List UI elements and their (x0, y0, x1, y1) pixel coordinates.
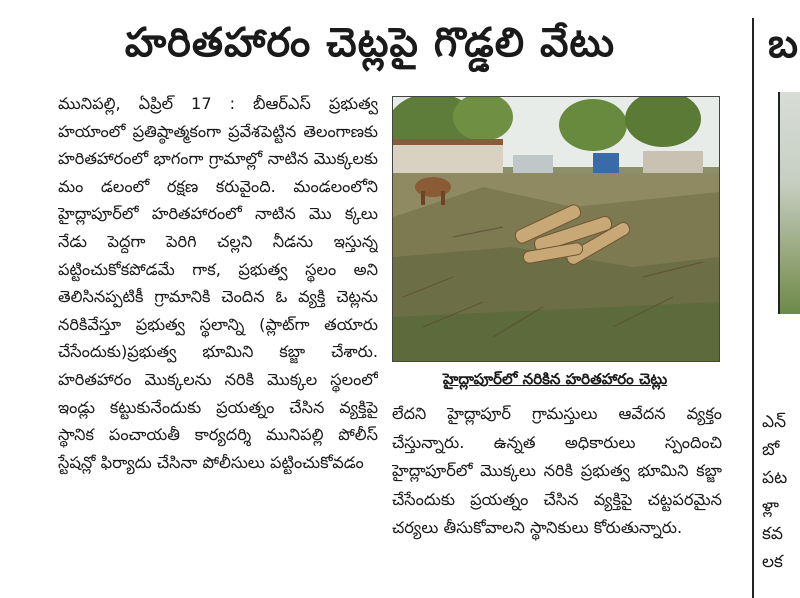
article-body-left: మునిపల్లి, ఏప్రిల్ 17 : బీఆర్ఎస్ ప్రభుత్వ హయాంలో ప్రతిష్ఠాత్మకంగా ప్రవేశపెట్టిన తెలంగాణకు హరితహారంలో భాగంగా గ్రామాల్లో నాటిన మొక్కలకు మం డలంలో రక్షణ కరువైంది. మండలంలోని హైద్లాపూర్‌లో హరితహారంలో నాటిన మొ క్కలు నేడు పెద్దగా పెరిగి చల్లని నీడను ఇస్తున్న పట్టించుకోకపోడమే గాక, ప్రభుత్వ స్థలం అని తెలిసినప్పటికీ గ్రామానికి చెందిన ఓ వ్యక్తి చెట్లను నరికివేస్తూ ప్రభుత్వ స్థలాన్ని (ప్లాట్‌గా తయారు చేసేందుకు)ప్రభుత్వ భూమిని కబ్జా చేశారు. హరితహారం మొక్కలను నరికి మొక్కల స్థలంలో ఇండ్లు కట్టుకునేందుకు ప్రయత్నం చేసిన వ్యక్తిపై స్థానిక పంచాయతీ కార్యదర్శి మునిపల్లి పోలీస్ స్టేషన్లో ఫిర్యాదు చేసినా పోలీసులు పట్టించుకోవడం (58, 94, 378, 472)
adjacent-text-line: బో (762, 440, 780, 460)
article-photo (392, 96, 720, 362)
article-body-right-column (392, 400, 722, 590)
adjacent-text-line: లక (762, 552, 783, 572)
photo-caption: హైద్లాపూర్‌లో నరికిన హరితహారం చెట్లు (442, 370, 668, 388)
adjacent-text-line: పట (762, 468, 788, 488)
adjacent-text-line: కవ (762, 524, 783, 544)
adjacent-text-line: ఎన్ (762, 412, 787, 432)
article-body-right: లేదని హైద్లాపూర్ గ్రామస్తులు ఆవేదన వ్యక్తం చేస్తున్నారు. ఉన్నత అధికారులు స్పందించి హైద్లాపూర్‌లో మొక్కలు నరికి ప్రభుత్వ భూమిని కబ్జా చేసేందుకు ప్రయత్నం చేసిన వ్యక్తిపై చట్టపరమైన చర్యలు తీసుకోవాలని స్థానికులు కోరుతున్నారు. (392, 404, 722, 537)
adjacent-article-photo (778, 92, 800, 314)
article-body-left-column (58, 90, 378, 590)
adjacent-text-line: ళ్లా (762, 496, 779, 516)
article-headline: హరితహారం చెట్లపై గొడ్డలి వేటు (124, 20, 616, 66)
adjacent-article-text (762, 408, 800, 598)
column-divider (752, 18, 754, 598)
adjacent-article-headline: బ (768, 21, 798, 67)
